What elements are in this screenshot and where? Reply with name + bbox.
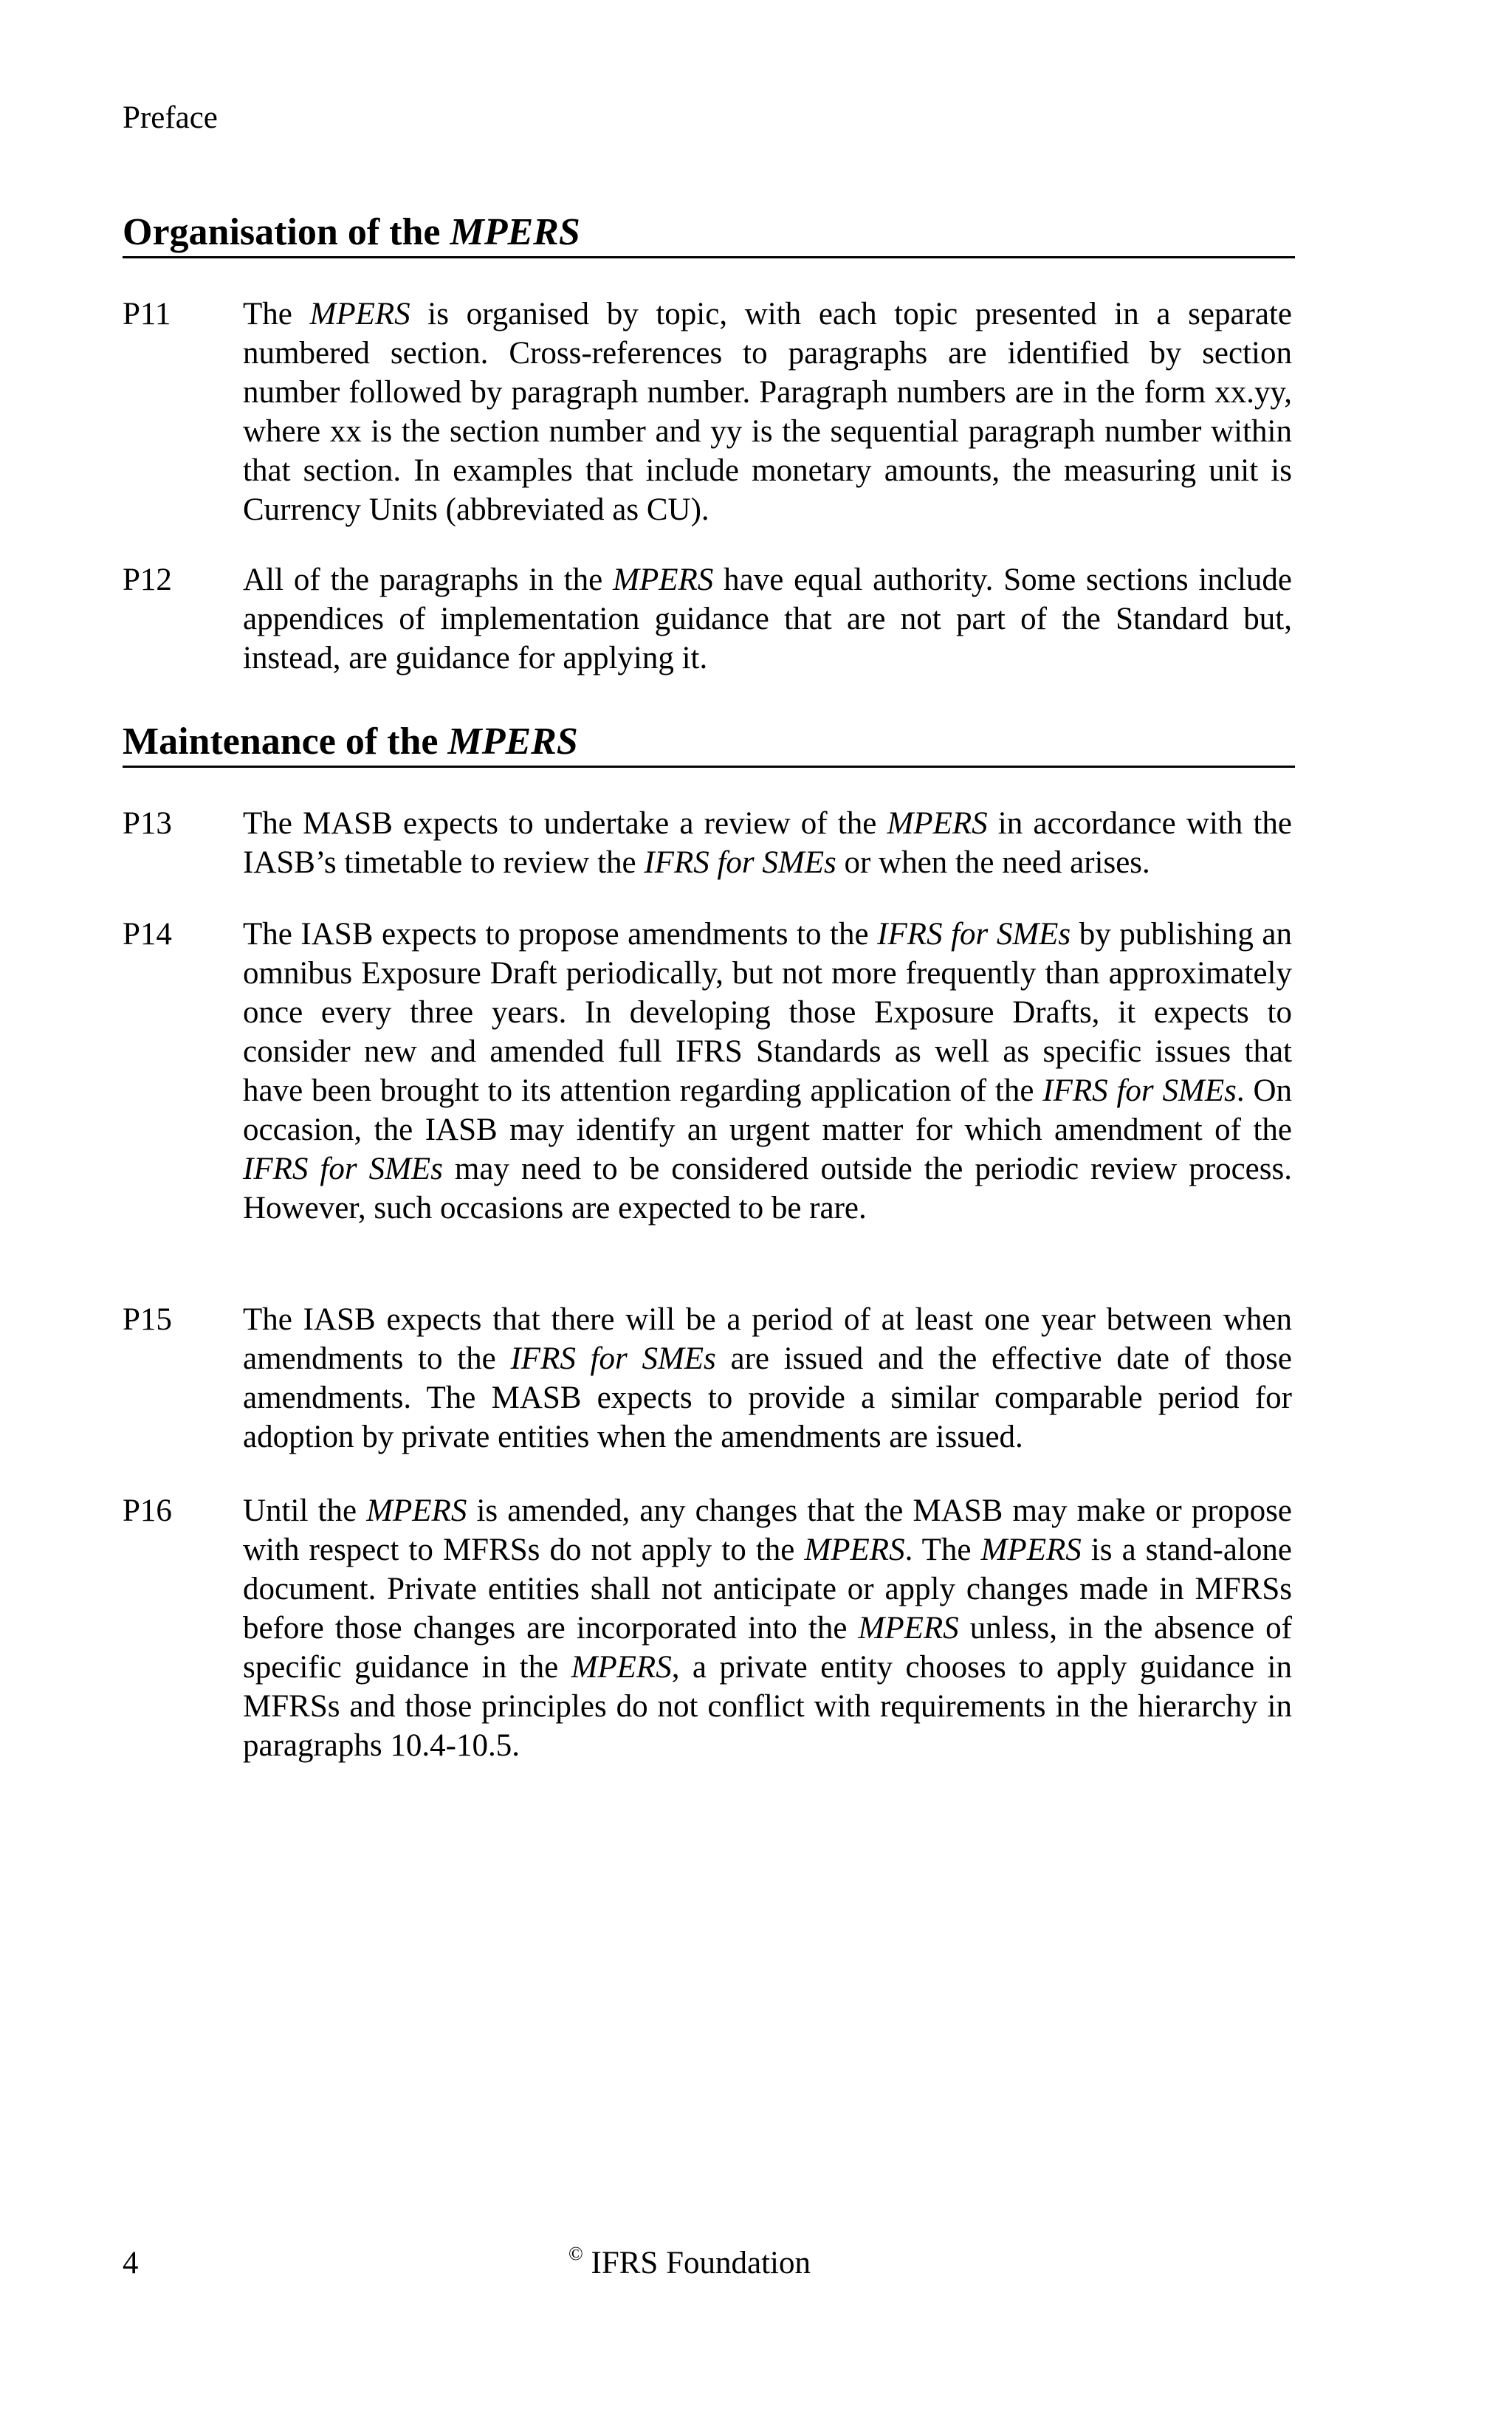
text-run: The IASB expects to propose amendments to the	[243, 917, 878, 952]
text-run: in accordance with the IASB’s timetable to review the	[243, 806, 1292, 880]
text-run: unless, in the absence of specific guidance in the	[243, 1611, 1292, 1685]
text-run: . On occasion, the IASB may identify an urgent matter for which amendment of the	[243, 1073, 1292, 1147]
text-run: have equal authority. Some sections include appendices of implementation guidance that are not part of the Standard but, instead, are guidance for applying it.	[243, 563, 1292, 675]
italic-term: MPERS	[858, 1611, 959, 1646]
running-header: Preface	[123, 100, 218, 135]
text-run: by publishing an omnibus Exposure Draft periodically, but not more frequently than approximately once every three years. In developing those Exposure Drafts, it expects to consider new and amended full IFRS Standards as well as specific issues that have been brought to its attention regarding application of the	[243, 917, 1292, 1108]
italic-term: IFRS for SMEs	[243, 1152, 443, 1186]
paragraph-number: P16	[123, 1493, 172, 1528]
paragraph-text	[243, 915, 1292, 1228]
italic-term: MPERS	[309, 297, 410, 331]
italic-term: IFRS for SMEs	[644, 845, 836, 880]
paragraph-text	[243, 1300, 1292, 1457]
section-heading-organisation	[123, 210, 1295, 258]
paragraph-number: P12	[123, 563, 172, 597]
italic-term: MPERS	[804, 1533, 905, 1567]
copyright-text: IFRS Foundation	[583, 2246, 811, 2280]
paragraph-text	[243, 804, 1292, 882]
text-run: . The	[904, 1533, 981, 1567]
section-heading-text: Maintenance of the	[123, 721, 448, 763]
italic-term: MPERS	[613, 563, 714, 597]
italic-term: MPERS	[366, 1493, 467, 1528]
section-heading-maintenance	[123, 720, 1295, 768]
italic-term: IFRS for SMEs	[510, 1341, 716, 1376]
copyright-symbol: ©	[568, 2243, 583, 2264]
paragraph-number: P11	[123, 297, 171, 331]
paragraph-p15	[123, 1300, 1295, 1457]
paragraph-number: P14	[123, 917, 172, 952]
text-run: The IASB expects that there will be a period of at least one year between when amendments to the	[243, 1302, 1292, 1376]
italic-term: IFRS for SMEs	[1042, 1073, 1237, 1108]
text-run: are issued and the effective date of those amendments. The MASB expects to provide a similar comparable period for adoption by private entities when the amendments are issued.	[243, 1341, 1292, 1454]
italic-term: MPERS	[887, 806, 988, 841]
paragraph-number: P13	[123, 806, 172, 841]
paragraph-p16	[123, 1491, 1295, 1772]
copyright-notice	[568, 2244, 811, 2283]
paragraph-p11	[123, 295, 1295, 531]
paragraph-p13	[123, 804, 1295, 882]
section-heading-emphasis: MPERS	[450, 211, 580, 253]
text-run: Until the	[243, 1493, 367, 1528]
section-heading-text: Organisation of the	[123, 211, 450, 253]
paragraph-text	[243, 295, 1292, 529]
text-run: , a private entity chooses to apply guidance in MFRSs and those principles do not conflict with requirements in the hierarchy in paragraphs 10.4-10.5.	[243, 1650, 1292, 1763]
page-number: 4	[123, 2246, 139, 2280]
text-run: is amended, any changes that the MASB may make or propose with respect to MFRSs do not apply to the	[243, 1493, 1292, 1567]
paragraph-text	[243, 560, 1292, 678]
text-run: or when the need arises.	[836, 845, 1150, 880]
text-run: The MASB expects to undertake a review of the	[243, 806, 887, 841]
paragraph-p14	[123, 915, 1295, 1269]
paragraph-text	[243, 1491, 1292, 1765]
paragraph-p12	[123, 560, 1295, 678]
text-run: The	[243, 297, 310, 331]
italic-term: MPERS	[980, 1533, 1082, 1567]
italic-term: MPERS	[571, 1650, 672, 1685]
text-run: All of the paragraphs in the	[243, 563, 614, 597]
section-heading-emphasis: MPERS	[447, 721, 578, 763]
italic-term: IFRS for SMEs	[877, 917, 1071, 952]
paragraph-number: P15	[123, 1302, 172, 1337]
text-run: is a stand-alone document. Private entities shall not anticipate or apply changes made in MFRSs before those changes are incorporated into the	[243, 1533, 1292, 1646]
text-run: is organised by topic, with each topic presented in a separate numbered section. Cross-references to paragraphs are identified by section number followed by paragraph number. Paragraph numbers are in the form xx.yy, where xx is the section number and yy is the sequential paragraph number within that section. In examples that include monetary amounts, the measuring unit is Currency Units (abbreviated as CU).	[243, 297, 1292, 527]
text-run: may need to be considered outside the periodic review process. However, such occasions are expected to be rare.	[243, 1152, 1292, 1225]
